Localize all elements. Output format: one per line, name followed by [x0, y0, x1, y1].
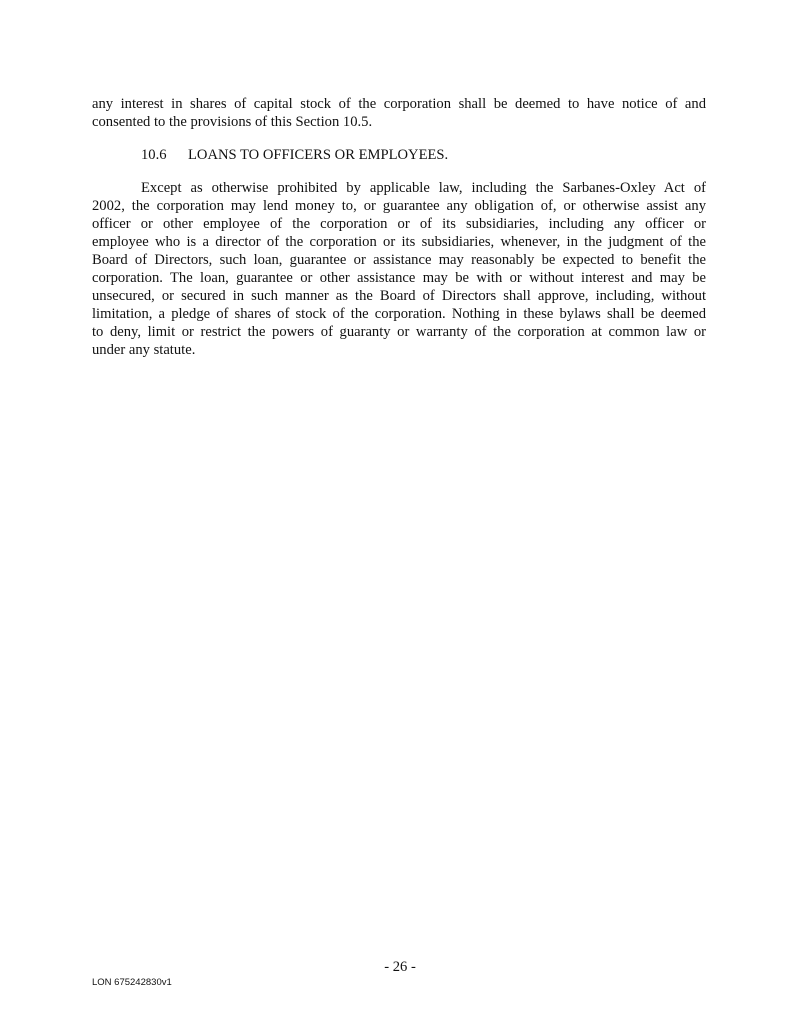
text-line: to deny, limit or restrict the powers of guaranty or warranty of the corporation at common law or: [92, 324, 706, 340]
text-line: under any statute.: [92, 342, 196, 358]
page-number: - 26 -: [384, 959, 416, 975]
text-line: Board of Directors, such loan, guarantee or assistance may reasonably be expected to benefit the: [92, 252, 706, 268]
text-line: employee who is a director of the corporation or its subsidiaries, whenever, in the judgment of the: [92, 234, 706, 250]
section-title: LOANS TO OFFICERS OR EMPLOYEES.: [188, 147, 449, 163]
text-line: 2002, the corporation may lend money to, or guarantee any obligation of, or otherwise assist any: [92, 198, 706, 214]
text-line: consented to the provisions of this Section 10.5.: [92, 114, 373, 130]
section-paragraph: [92, 179, 706, 359]
document-id-footer: LON 675242830v1: [92, 977, 172, 988]
section-heading: [141, 146, 448, 164]
text-line: officer or other employee of the corporation or of its subsidiaries, including any officer or: [92, 216, 706, 232]
continuation-paragraph: [92, 95, 706, 131]
text-line: corporation. The loan, guarantee or other assistance may be with or without interest and may be: [92, 270, 706, 286]
text-line: limitation, a pledge of shares of stock of the corporation. Nothing in these bylaws shall be deemed: [92, 306, 706, 322]
section-number: 10.6: [141, 147, 167, 163]
text-line: Except as otherwise prohibited by applicable law, including the Sarbanes-Oxley Act of: [141, 180, 706, 196]
text-line: any interest in shares of capital stock of the corporation shall be deemed to have notice of and: [92, 96, 706, 112]
text-line: unsecured, or secured in such manner as the Board of Directors shall approve, including, without: [92, 288, 706, 304]
